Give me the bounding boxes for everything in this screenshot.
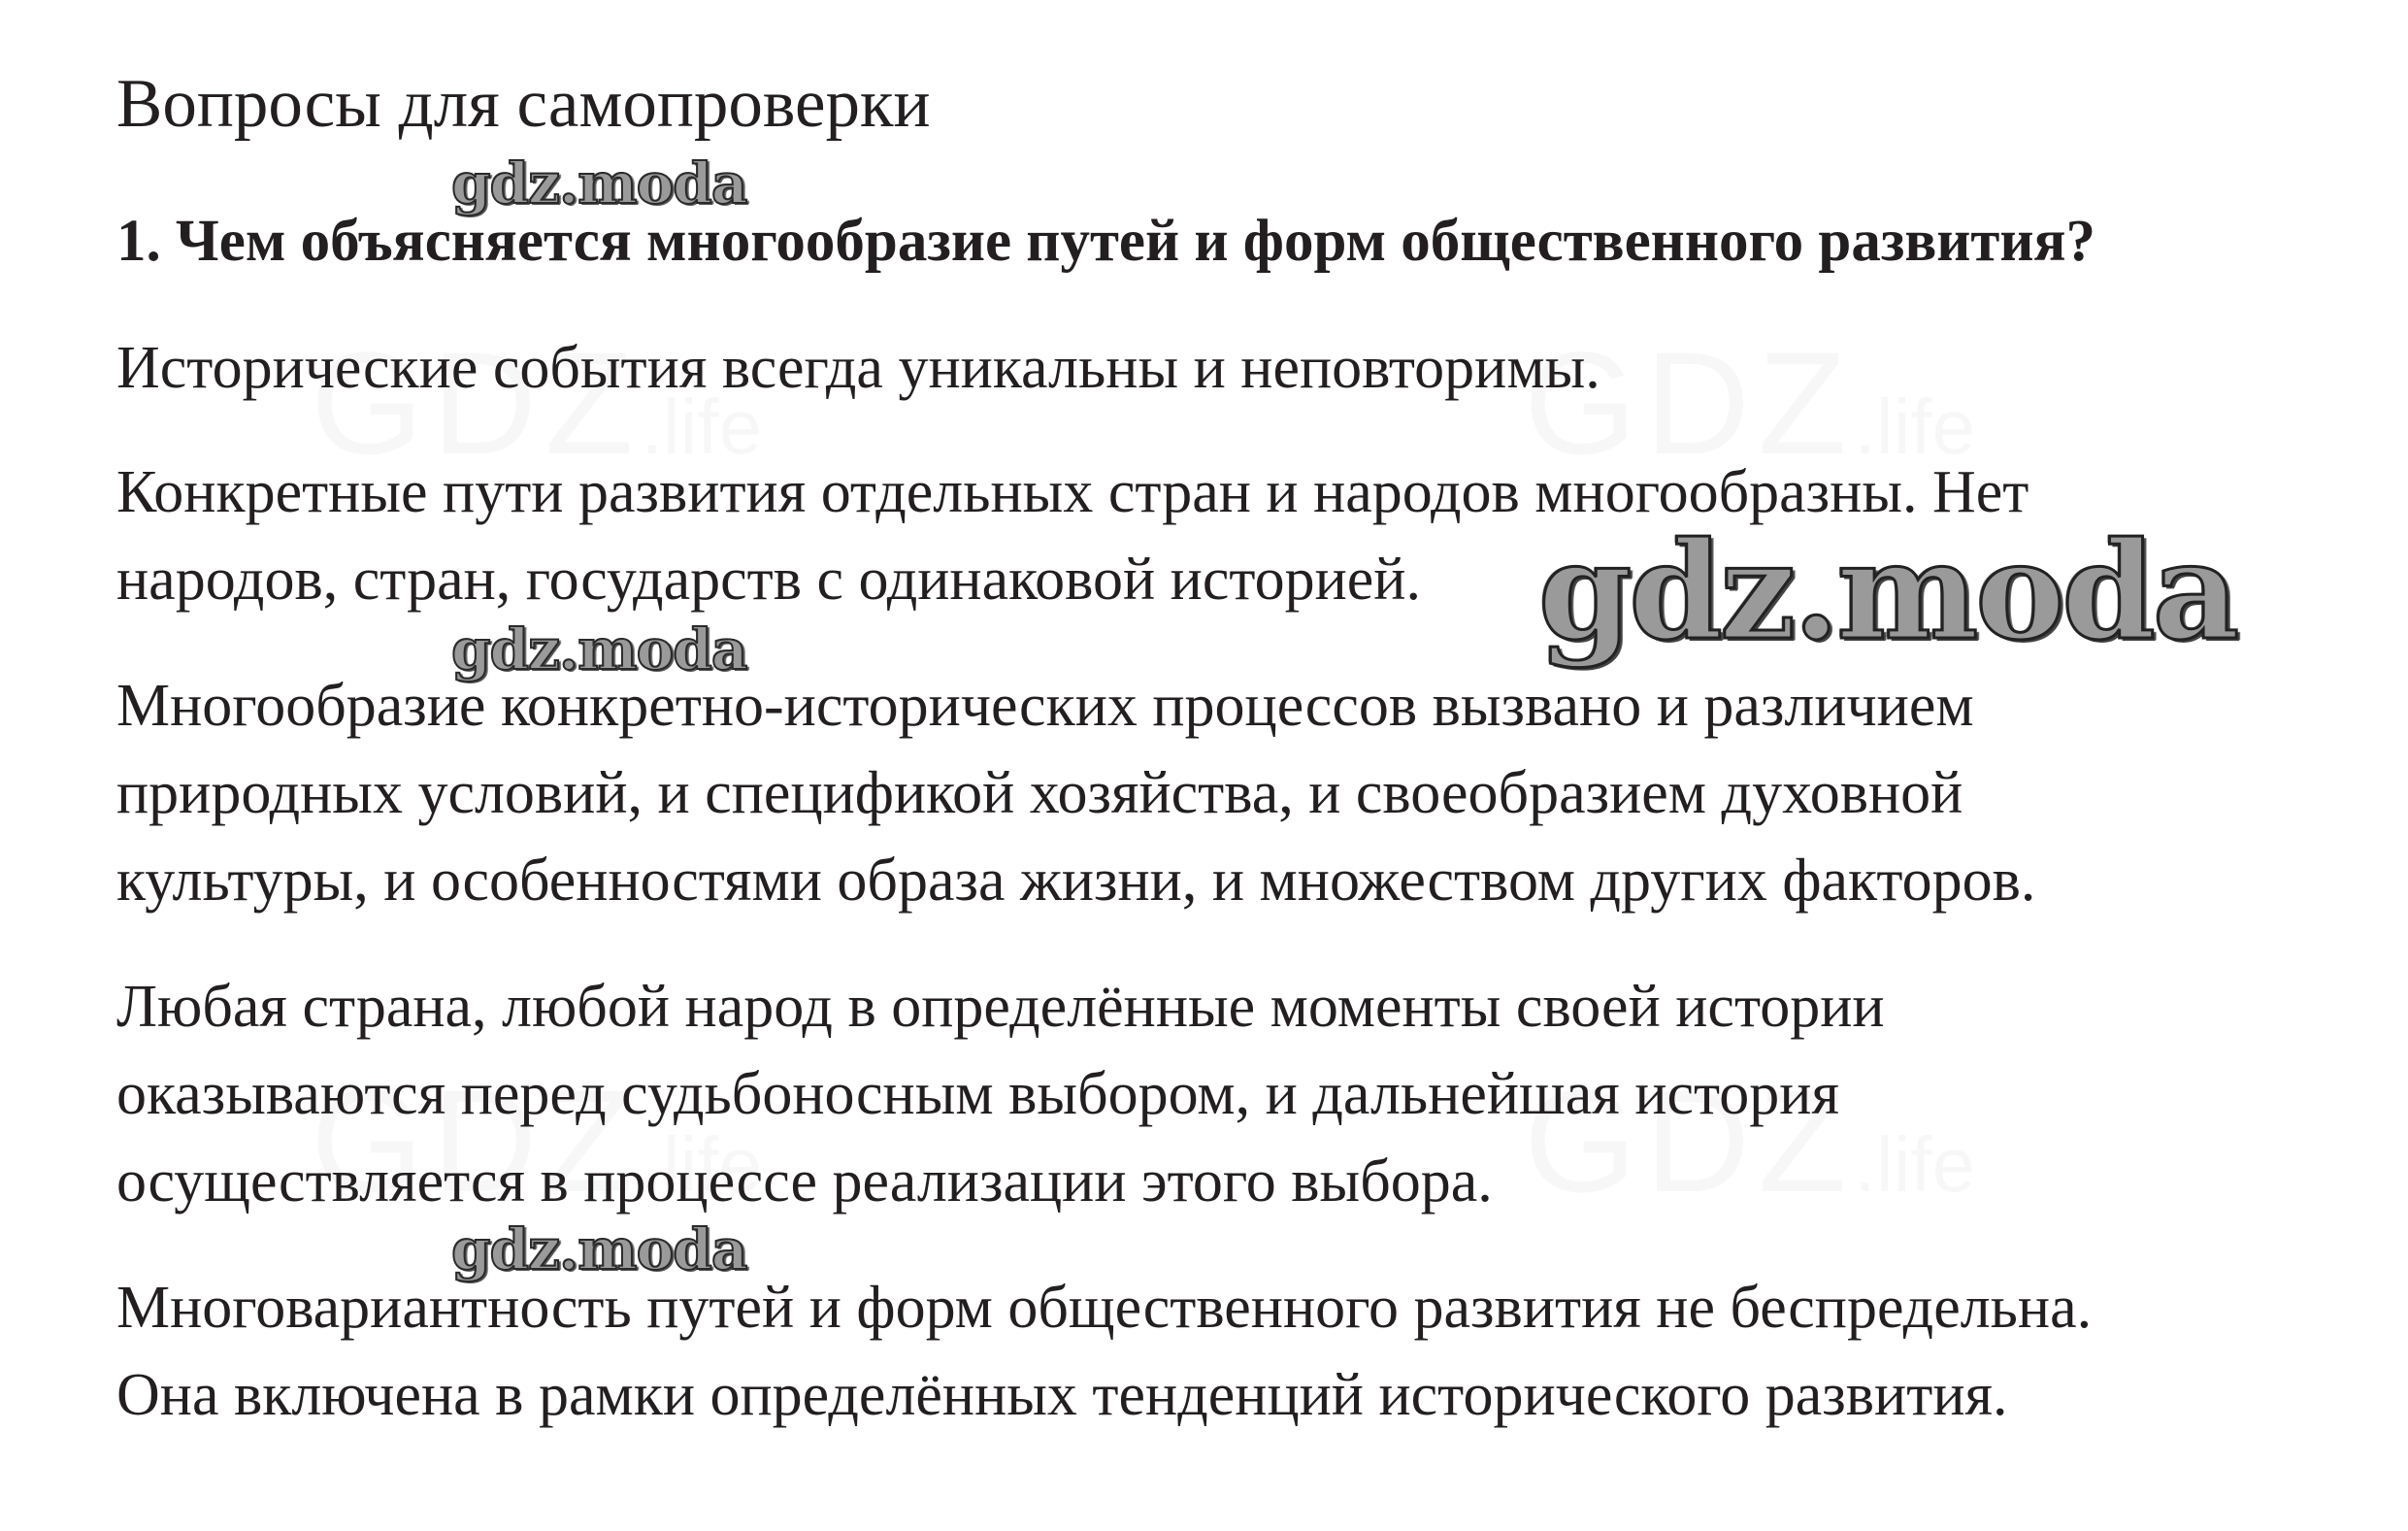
background-watermark-small: [1855, 383, 1976, 470]
answer-line: народов, стран, государств с одинаковой историей.: [116, 547, 1421, 613]
answer-line: Она включена в рамки определённых тенденций исторического развития.: [116, 1362, 2008, 1428]
answer-line: оказываются перед судьбоносным выбором, и дальнейшая история: [116, 1061, 1839, 1127]
answer-line: Многовариантность путей и форм общественного развития не беспредельна.: [116, 1275, 2093, 1341]
background-watermark-small: [1855, 1121, 1976, 1208]
answer-line: Конкретные пути развития отдельных стран и народов многообразны. Нет: [116, 459, 2029, 525]
answer-line: Исторические события всегда уникальны и неповторимы.: [116, 335, 1600, 401]
watermark-logo: gdz.moda: [451, 616, 747, 682]
answer-line: Любая страна, любой народ в определённые моменты своей истории: [116, 974, 1885, 1040]
answer-line: природных условий, и спецификой хозяйства, и своеобразием духовной: [116, 760, 1963, 826]
question-heading: 1. Чем объясняется многообразие путей и форм общественного развития?: [116, 209, 2096, 274]
page-title: Вопросы для самопроверки: [116, 66, 931, 142]
watermark-logo: gdz.moda: [451, 1216, 747, 1282]
answer-line: культуры, и особенностями образа жизни, и множеством других факторов.: [116, 848, 2036, 914]
answer-line: Многообразие конкретно-исторических процессов вызвано и различием: [116, 673, 1974, 739]
watermark-logo: gdz.moda: [451, 150, 747, 216]
answer-line: осуществляется в процессе реализации этого выбора.: [116, 1148, 1493, 1215]
watermark-logo-large: gdz.moda: [1538, 512, 2237, 670]
